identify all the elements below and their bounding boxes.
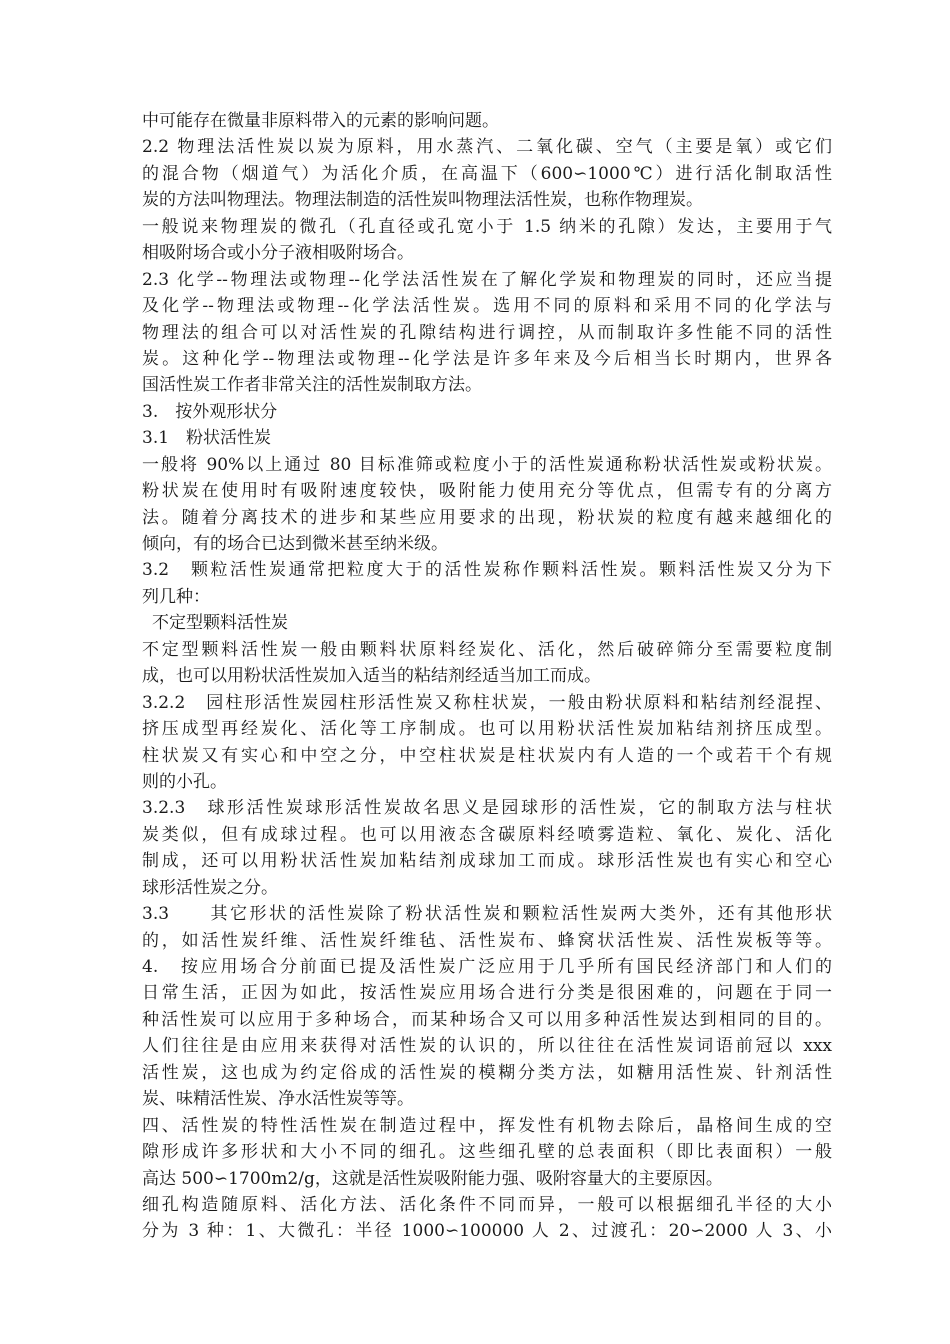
- text-line: 活性炭，这也成为约定俗成的活性炭的模糊分类方法，如糖用活性炭、针剂活性: [142, 1062, 832, 1083]
- text-line: 相吸附场合或小分子液相吸附场合。: [142, 243, 414, 264]
- subsection-heading: 不定型颗料活性炭: [152, 613, 288, 634]
- text-line: 炭、味精活性炭、净水活性炭等等。: [142, 1089, 414, 1110]
- text-line: 一般说来物理炭的微孔（孔直径或孔宽小于 1.5 纳米的孔隙）发达，主要用于气: [142, 216, 832, 237]
- section-four-line: 四、活性炭的特性活性炭在制造过程中，挥发性有机物去除后，晶格间生成的空: [142, 1115, 832, 1136]
- text-line: 法。随着分离技术的进步和某些应用要求的出现，粉状炭的粒度有越来越细化的: [142, 507, 832, 528]
- text-line: 的，如活性炭纤维、活性炭纤维毡、活性炭布、蜂窝状活性炭、活性炭板等等。: [142, 930, 832, 951]
- section-3-2-3-line: 3.2.3 球形活性炭球形活性炭故名思义是园球形的活性炭，它的制取方法与柱状: [142, 798, 832, 819]
- section-3-2-2-line: 3.2.2 园柱形活性炭园柱形活性炭又称柱状炭，一般由粉状原料和粘结剂经混捏、: [142, 692, 832, 713]
- text-line: 一般将 90%以上通过 80 目标准筛或粒度小于的活性炭通称粉状活性炭或粉状炭。: [142, 454, 832, 475]
- text-line: 炭。这种化学--物理法或物理--化学法是许多年来及今后相当长时期内，世界各: [142, 348, 832, 369]
- text-line: 成，也可以用粉状活性炭加入适当的粘结剂经适当加工而成。: [142, 666, 601, 687]
- text-line: 细孔构造随原料、活化方法、活化条件不同而异，一般可以根据细孔半径的大小: [142, 1194, 832, 1215]
- text-line: 炭的方法叫物理法。物理法制造的活性炭叫物理法活性炭，也称作物理炭。: [142, 190, 703, 211]
- text-line: 隙形成许多形状和大小不同的细孔。这些细孔壁的总表面积（即比表面积）一般: [142, 1142, 832, 1163]
- text-line: 不定型颗料活性炭一般由颗料状原料经炭化、活化，然后破碎筛分至需要粒度制: [142, 639, 832, 660]
- text-line: 制成，还可以用粉状活性炭加粘结剂成球加工而成。球形活性炭也有实心和空心: [142, 851, 832, 872]
- text-line: 中可能存在微量非原料带入的元素的影响问题。: [142, 111, 499, 131]
- text-line: 高达 500∽1700m2/g，这就是活性炭吸附能力强、吸附容量大的主要原因。: [142, 1168, 723, 1189]
- section-2-3-line: 2.3 化学--物理法或物理--化学法活性炭在了解化学炭和物理炭的同时，还应当提: [142, 269, 832, 290]
- text-line: 粉状炭在使用时有吸附速度较快，吸附能力使用充分等优点，但需专有的分离方: [142, 481, 832, 502]
- text-line: 柱状炭又有实心和中空之分，中空柱状炭是柱状炭内有人造的一个或若干个有规: [142, 745, 832, 766]
- text-line: 炭类似，但有成球过程。也可以用液态含碳原料经喷雾造粒、氧化、炭化、活化: [142, 824, 832, 845]
- text-line: 的混合物（烟道气）为活化介质，在高温下（600∽1000℃）进行活化制取活性: [142, 163, 832, 184]
- text-line: 日常生活，正因为如此，按活性炭应用场合进行分类是很困难的，问题在于同一: [142, 983, 832, 1004]
- text-line: 挤压成型再经炭化、活化等工序制成。也可以用粉状活性炭加粘结剂挤压成型。: [142, 719, 832, 740]
- document-body: [142, 108, 832, 1245]
- text-line: 种活性炭可以应用于多种场合，而某种场合又可以用多种活性炭达到相同的目的。: [142, 1009, 832, 1030]
- text-line: 倾向，有的场合已达到微米甚至纳米级。: [142, 534, 448, 554]
- text-line: 物理法的组合可以对活性炭的孔隙结构进行调控，从而制取许多性能不同的活性: [142, 322, 832, 343]
- section-3-1-heading: 3.1 粉状活性炭: [142, 428, 272, 449]
- text-line: 国活性炭工作者非常关注的活性炭制取方法。: [142, 375, 482, 396]
- text-line: 人们往往是由应用来获得对活性炭的认识的，所以往往在活性炭词语前冠以 xxx: [142, 1036, 832, 1057]
- text-line: 及化学--物理法或物理--化学法活性炭。选用不同的原料和采用不同的化学法与: [142, 296, 832, 317]
- text-line: 列几种：: [142, 586, 210, 607]
- section-3-3-line: 3.3 其它形状的活性炭除了粉状活性炭和颗粒活性炭两大类外，还有其他形状: [142, 904, 832, 925]
- section-4-line: 4. 按应用场合分前面已提及活性炭广泛应用于几乎所有国民经济部门和人们的: [142, 957, 832, 977]
- section-3-2-line: 3.2 颗粒活性炭通常把粒度大于的活性炭称作颗料活性炭。颗料活性炭又分为下: [142, 560, 832, 581]
- text-line: 则的小孔。: [142, 771, 227, 792]
- text-line: 分为 3 种：1、大微孔：半径 1000∽100000 人 2、过渡孔：20∽2000 人 3、小: [142, 1221, 832, 1242]
- section-2-2-line: 2.2 物理法活性炭以炭为原料，用水蒸汽、二氧化碳、空气（主要是氧）或它们: [142, 137, 832, 158]
- text-line: 球形活性炭之分。: [142, 877, 278, 898]
- section-3-heading: 3. 按外观形状分: [142, 401, 278, 422]
